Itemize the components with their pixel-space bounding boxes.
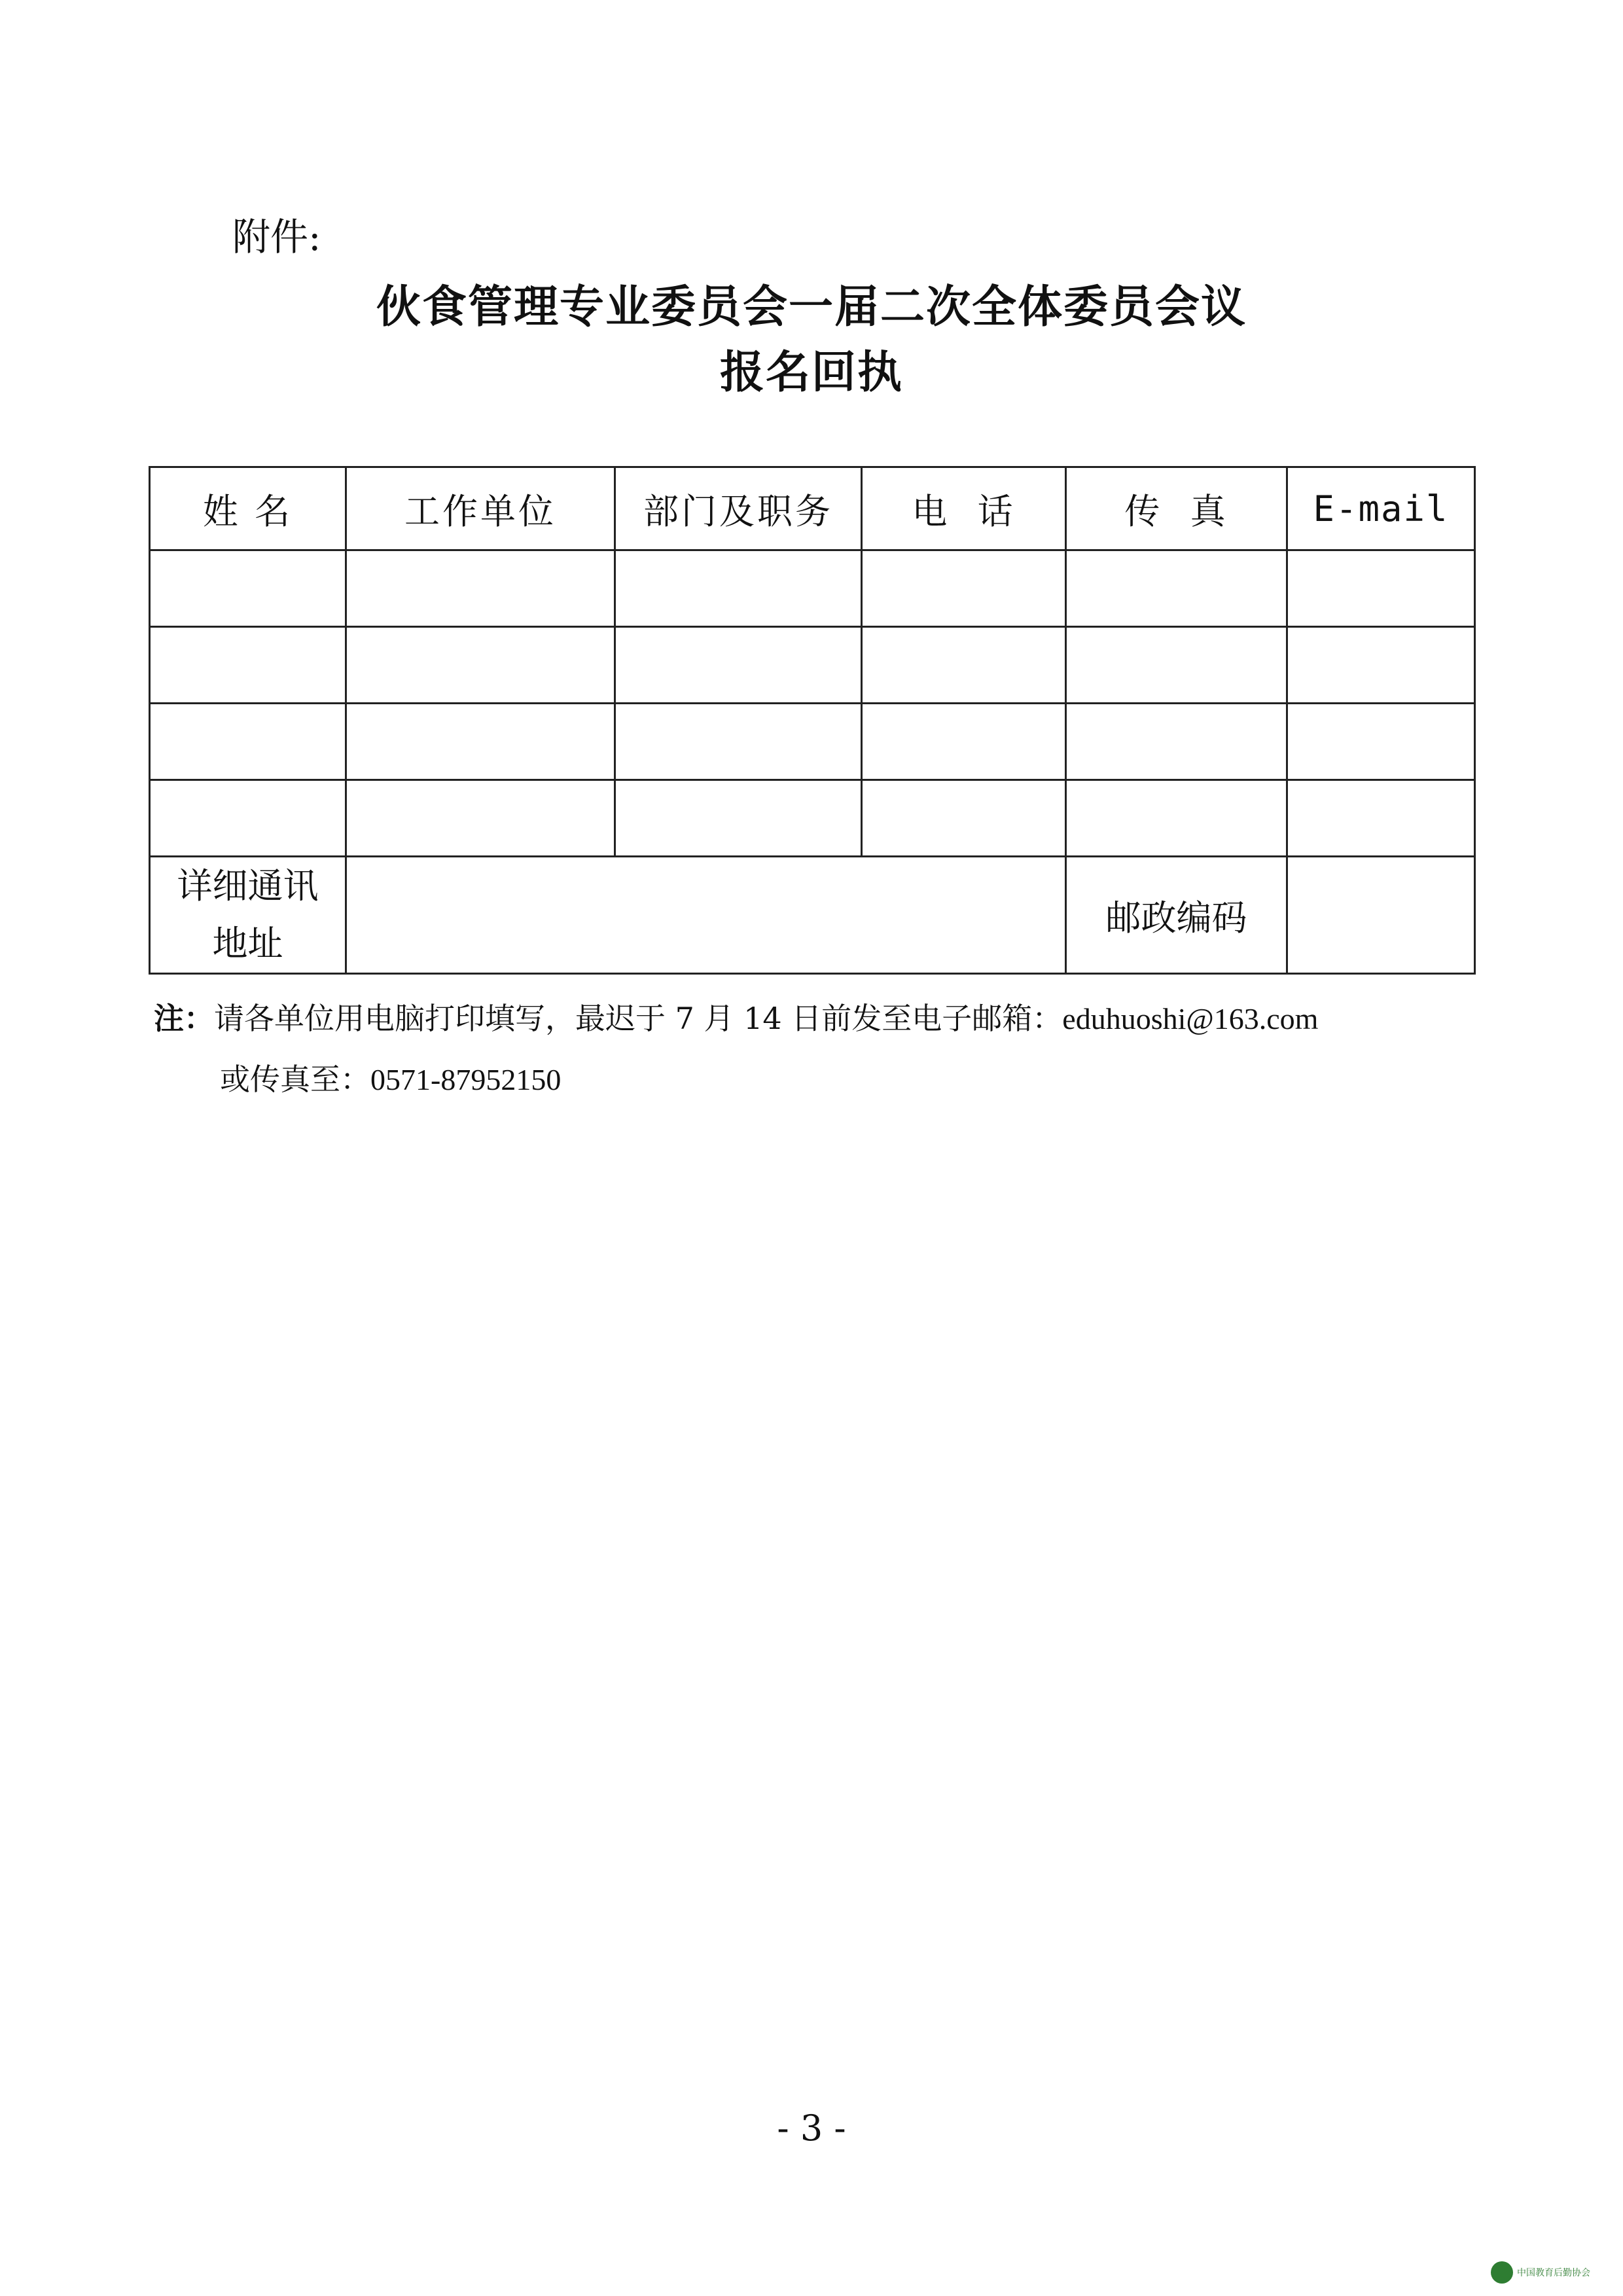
note-line-1	[154, 995, 1318, 1038]
fax-cell[interactable]	[1066, 550, 1287, 627]
department-cell[interactable]	[615, 780, 862, 857]
name-cell[interactable]	[150, 780, 346, 857]
phone-cell[interactable]	[862, 627, 1066, 704]
fax-number: 0571-87952150	[370, 1063, 562, 1096]
email-cell[interactable]	[1287, 627, 1475, 704]
table-row	[150, 780, 1475, 857]
page-number: - 3 -	[777, 2108, 846, 2149]
fax-cell[interactable]	[1066, 627, 1287, 704]
association-logo-icon	[1491, 2261, 1513, 2284]
fax-cell[interactable]	[1066, 780, 1287, 857]
work-unit-cell[interactable]	[346, 704, 615, 780]
note-label: 注：	[154, 1001, 214, 1036]
header-name: 姓 名	[150, 467, 346, 550]
fax-cell[interactable]	[1066, 704, 1287, 780]
work-unit-cell[interactable]	[346, 627, 615, 704]
phone-cell[interactable]	[862, 550, 1066, 627]
email-cell[interactable]	[1287, 704, 1475, 780]
address-label-line2: 地址	[212, 923, 283, 964]
header-work-unit: 工作单位	[346, 467, 615, 550]
department-cell[interactable]	[615, 704, 862, 780]
phone-cell[interactable]	[862, 780, 1066, 857]
header-phone: 电 话	[862, 467, 1066, 550]
attachment-label: 附件:	[232, 215, 321, 259]
name-cell[interactable]	[150, 704, 346, 780]
department-cell[interactable]	[615, 627, 862, 704]
note-line-2	[220, 1056, 561, 1099]
name-cell[interactable]	[150, 550, 346, 627]
address-label-line1: 详细通讯	[177, 865, 319, 906]
footer-logo	[1491, 2261, 1590, 2284]
header-fax: 传 真	[1066, 467, 1287, 550]
fax-prefix: 或传真至：	[220, 1062, 370, 1097]
email-cell[interactable]	[1287, 780, 1475, 857]
document-title: 伙食管理专业委员会一届二次全体委员会议	[376, 281, 1247, 333]
postcode-input-cell[interactable]	[1287, 857, 1475, 974]
department-cell[interactable]	[615, 550, 862, 627]
work-unit-cell[interactable]	[346, 550, 615, 627]
footer-logo-text: 中国教育后勤协会	[1517, 2268, 1590, 2278]
table-row	[150, 627, 1475, 704]
document-subtitle: 报名回执	[719, 346, 903, 399]
email-address: eduhuoshi@163.com	[1062, 1002, 1319, 1035]
table-header-row	[150, 467, 1475, 550]
address-row	[150, 857, 1475, 974]
table-row	[150, 550, 1475, 627]
email-cell[interactable]	[1287, 550, 1475, 627]
phone-cell[interactable]	[862, 704, 1066, 780]
work-unit-cell[interactable]	[346, 780, 615, 857]
postcode-label: 邮政编码	[1066, 857, 1287, 974]
table-row	[150, 704, 1475, 780]
address-input-cell[interactable]	[346, 857, 1066, 974]
note-text: 请各单位用电脑打印填写，最迟于 7 月 14 日前发至电子邮箱：	[214, 1001, 1063, 1036]
registration-form-table	[149, 466, 1476, 975]
header-email: E-mail	[1287, 467, 1475, 550]
address-label-cell	[150, 857, 346, 974]
name-cell[interactable]	[150, 627, 346, 704]
header-department-position: 部门及职务	[615, 467, 862, 550]
